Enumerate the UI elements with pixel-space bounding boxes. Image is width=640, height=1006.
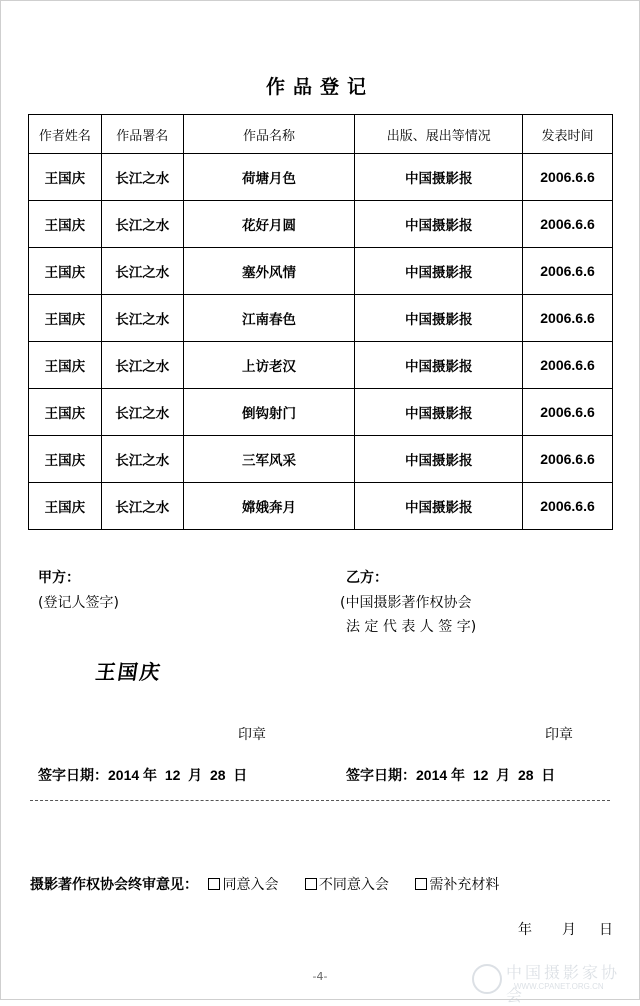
association-logo-icon: [472, 964, 502, 994]
table-cell: 嫦娥奔月: [183, 483, 355, 530]
table-cell: 中国摄影报: [355, 248, 523, 295]
party-a-date-value: 2014 年 12 月 28 日: [108, 767, 248, 783]
table-row: [29, 389, 613, 436]
page-number: -4-: [312, 970, 328, 983]
table-cell: 长江之水: [101, 483, 183, 530]
option-agree[interactable]: 同意入会: [208, 877, 278, 893]
table-cell: 2006.6.6: [523, 342, 613, 389]
table-row: [29, 295, 613, 342]
table-cell: 2006.6.6: [523, 389, 613, 436]
table-cell: 中国摄影报: [355, 389, 523, 436]
table-cell: 塞外风情: [183, 248, 355, 295]
column-header: 发表时间: [523, 115, 613, 154]
table-cell: 中国摄影报: [355, 295, 523, 342]
table-header-row: [29, 115, 613, 154]
review-label: 摄影著作权协会终审意见：: [30, 877, 198, 893]
watermark-logo: 中国摄影家协会 WWW.CPANET.ORG.CN: [470, 960, 635, 994]
table-cell: 王国庆: [29, 342, 102, 389]
column-header: 作品署名: [101, 115, 183, 154]
checkbox-icon[interactable]: [415, 878, 427, 890]
table-cell: 中国摄影报: [355, 154, 523, 201]
table-cell: 王国庆: [29, 295, 102, 342]
table-cell: 倒钩射门: [183, 389, 355, 436]
table-cell: 花好月圆: [183, 201, 355, 248]
checkbox-icon[interactable]: [208, 878, 220, 890]
table-cell: 长江之水: [101, 295, 183, 342]
option-disagree[interactable]: 不同意入会: [305, 877, 389, 893]
party-b-note-line2: 法 定 代 表 人 签 字): [346, 619, 477, 635]
option-more-materials[interactable]: 需补充材料: [415, 877, 499, 893]
table-cell: 长江之水: [101, 389, 183, 436]
table-cell: 王国庆: [29, 389, 102, 436]
table-cell: 长江之水: [101, 154, 183, 201]
table-cell: 荷塘月色: [183, 154, 355, 201]
party-a-note: (登记人签字): [38, 595, 119, 611]
review-date-day: 日: [599, 922, 613, 938]
party-b-seal-label: 印章: [545, 727, 573, 743]
table-cell: 长江之水: [101, 248, 183, 295]
table-cell: 王国庆: [29, 154, 102, 201]
party-b-date-value: 2014 年 12 月 28 日: [416, 767, 556, 783]
table-cell: 上访老汉: [183, 342, 355, 389]
party-b-date-label: 签字日期：: [346, 768, 416, 784]
table-row: [29, 248, 613, 295]
table-cell: 三军风采: [183, 436, 355, 483]
table-cell: 王国庆: [29, 248, 102, 295]
table-cell: 长江之水: [101, 342, 183, 389]
table-row: [29, 201, 613, 248]
checkbox-icon[interactable]: [305, 878, 317, 890]
table-row: [29, 436, 613, 483]
table-cell: 中国摄影报: [355, 201, 523, 248]
party-b-label: 乙方：: [346, 570, 388, 586]
table-cell: 2006.6.6: [523, 201, 613, 248]
table-cell: 王国庆: [29, 483, 102, 530]
table-cell: 王国庆: [29, 436, 102, 483]
table-cell: 2006.6.6: [523, 483, 613, 530]
table-cell: 中国摄影报: [355, 436, 523, 483]
party-a-seal-label: 印章: [238, 727, 266, 743]
column-header: 作者姓名: [29, 115, 102, 154]
table-cell: 王国庆: [29, 201, 102, 248]
table-cell: 2006.6.6: [523, 295, 613, 342]
page-title: 作品登记: [265, 76, 374, 98]
registration-table: [28, 114, 613, 530]
table-cell: 2006.6.6: [523, 248, 613, 295]
table-cell: 中国摄影报: [355, 342, 523, 389]
column-header: 出版、展出等情况: [355, 115, 523, 154]
table-row: [29, 154, 613, 201]
party-b-note-line1: (中国摄影著作权协会: [340, 595, 472, 611]
table-row: [29, 483, 613, 530]
table-cell: 2006.6.6: [523, 436, 613, 483]
handwritten-signature: 王国庆: [94, 660, 164, 684]
table-row: [29, 342, 613, 389]
review-date-year: 年: [518, 922, 532, 938]
table-cell: 中国摄影报: [355, 483, 523, 530]
party-a-date-label: 签字日期：: [38, 768, 108, 784]
table-cell: 2006.6.6: [523, 154, 613, 201]
party-a-label: 甲方：: [38, 570, 80, 586]
review-date-month: 月: [562, 922, 576, 938]
table-cell: 长江之水: [101, 201, 183, 248]
dashed-divider: [30, 800, 610, 801]
table-cell: 江南春色: [183, 295, 355, 342]
table-cell: 长江之水: [101, 436, 183, 483]
column-header: 作品名称: [183, 115, 355, 154]
